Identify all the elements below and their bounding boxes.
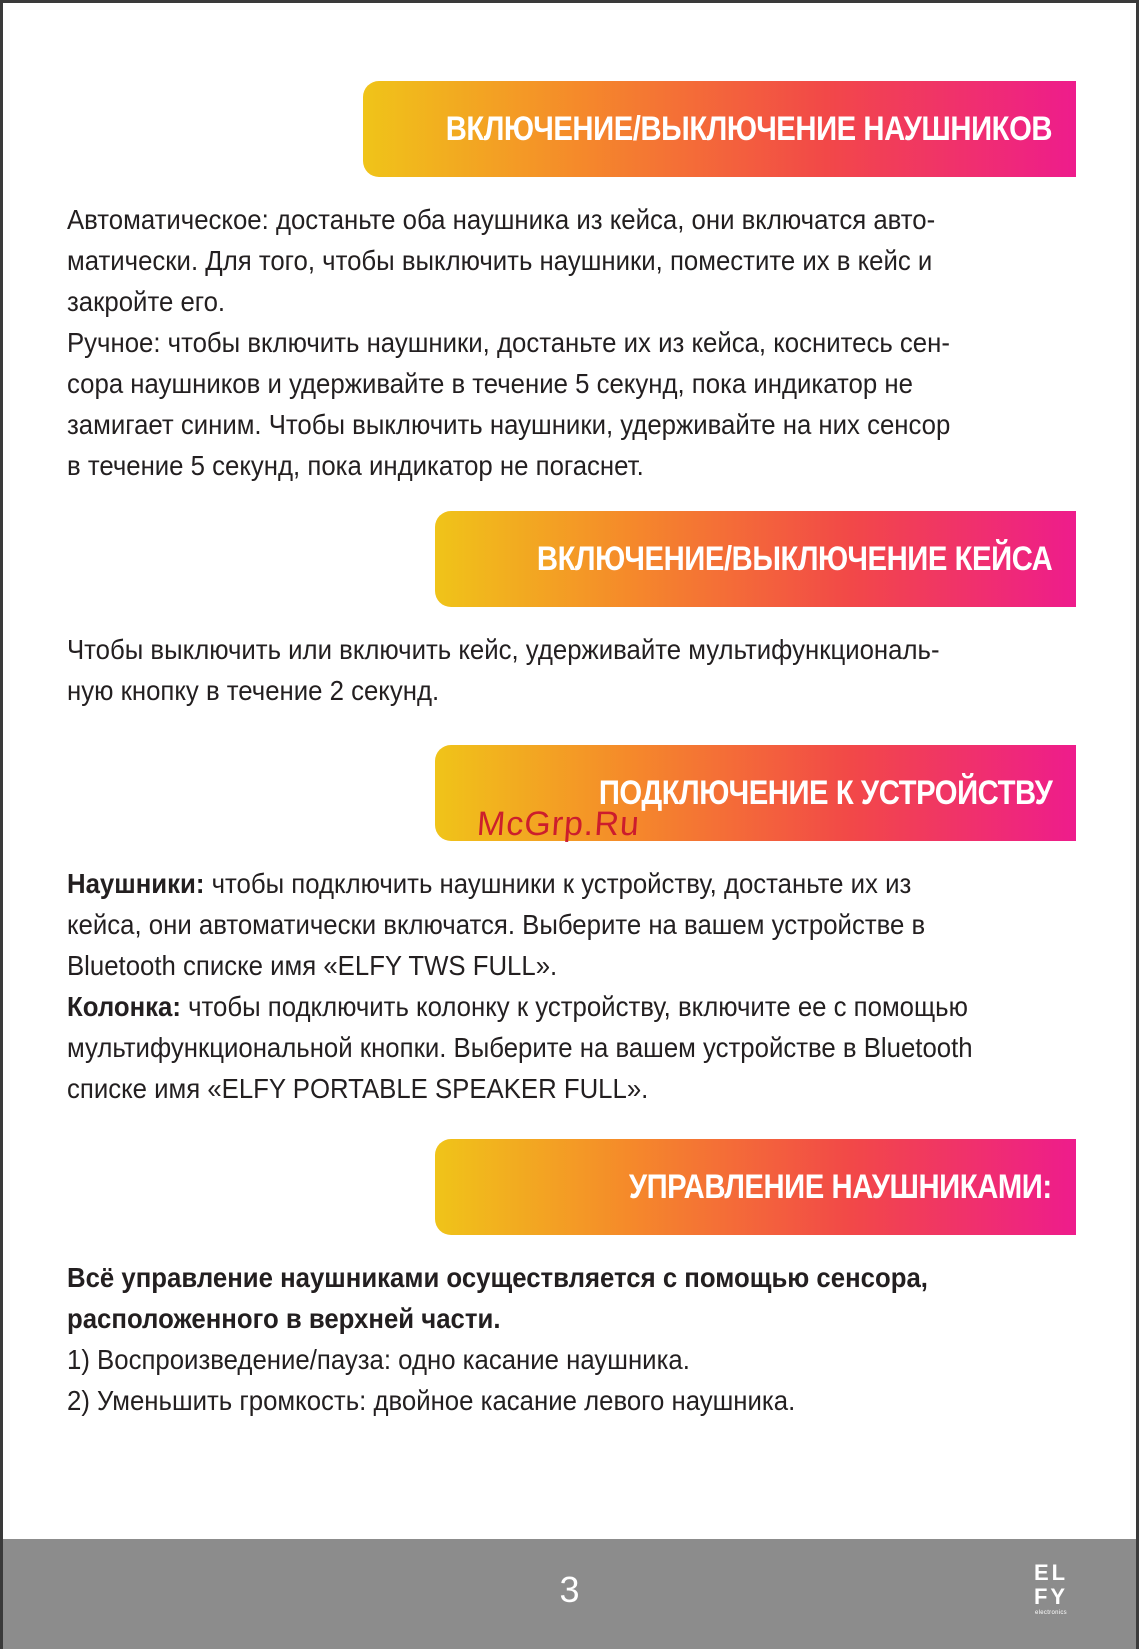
section-body-case-power <box>67 629 1015 711</box>
list-item: 1) Воспроизведение/пауза: одно касание наушника. <box>67 1344 690 1375</box>
headphones-label: Наушники: <box>67 868 205 899</box>
body-line: сора наушников и удерживайте в течение 5 секунд, пока индикатор не <box>67 368 913 399</box>
section-banner-headphones-power <box>363 81 1076 177</box>
body-line: Bluetooth списке имя «ELFY TWS FULL». <box>67 950 558 981</box>
section-body-headphone-controls <box>67 1257 1015 1421</box>
body-line: замигает синим. Чтобы выключить наушники, удерживайте на них сенсор <box>67 409 951 440</box>
section-title: ВКЛЮЧЕНИЕ/ВЫКЛЮЧЕНИЕ КЕЙСА <box>536 539 1052 578</box>
body-line-bold: Всё управление наушниками осуществляется с помощью сенсора, <box>67 1262 928 1293</box>
watermark-text: McGrp.Ru <box>475 805 642 843</box>
body-text: чтобы подключить колонку к устройству, включите ее с помощью <box>180 991 968 1022</box>
page-number: 3 <box>559 1569 580 1610</box>
body-line: списке имя «ELFY PORTABLE SPEAKER FULL». <box>67 1073 649 1104</box>
body-line: мультифункциональной кнопки. Выберите на вашем устройстве в Bluetooth <box>67 1032 973 1063</box>
logo-line-2: FY <box>1033 1584 1069 1609</box>
body-line: матически. Для того, чтобы выключить наушники, поместите их в кейс и <box>67 245 933 276</box>
page-footer <box>3 1539 1136 1649</box>
body-line <box>67 863 1015 904</box>
body-line: Чтобы выключить или включить кейс, удерживайте мультифункциональ- <box>67 634 940 665</box>
section-body-headphones-power <box>67 199 1015 486</box>
list-item: 2) Уменьшить громкость: двойное касание левого наушника. <box>67 1385 796 1416</box>
body-line: закройте его. <box>67 286 226 317</box>
section-banner-case-power <box>435 511 1076 607</box>
body-line: кейса, они автоматически включатся. Выберите на вашем устройстве в <box>67 909 926 940</box>
section-title: УПРАВЛЕНИЕ НАУШНИКАМИ: <box>629 1167 1052 1206</box>
logo-subtext: electronics <box>1035 1610 1067 1616</box>
body-line: в течение 5 секунд, пока индикатор не погаснет. <box>67 450 644 481</box>
logo-line-1: EL <box>1033 1560 1069 1585</box>
body-line: Автоматическое: достаньте оба наушника из кейса, они включатся авто- <box>67 204 936 235</box>
body-text: чтобы подключить наушники к устройству, достаньте их из <box>204 868 912 899</box>
body-line: Ручное: чтобы включить наушники, достаньте их из кейса, коснитесь сен- <box>67 327 950 358</box>
elfy-logo-icon <box>1028 1561 1074 1621</box>
body-line: ную кнопку в течение 2 секунд. <box>67 675 440 706</box>
section-banner-headphone-controls <box>435 1139 1076 1235</box>
section-body-device-connection <box>67 863 1015 1109</box>
body-line <box>67 986 1015 1027</box>
speaker-label: Колонка: <box>67 991 181 1022</box>
body-line-bold: расположенного в верхней части. <box>67 1303 501 1334</box>
section-title: ВКЛЮЧЕНИЕ/ВЫКЛЮЧЕНИЕ НАУШНИКОВ <box>445 109 1052 148</box>
section-title: ПОДКЛЮЧЕНИЕ К УСТРОЙСТВУ <box>598 773 1052 812</box>
